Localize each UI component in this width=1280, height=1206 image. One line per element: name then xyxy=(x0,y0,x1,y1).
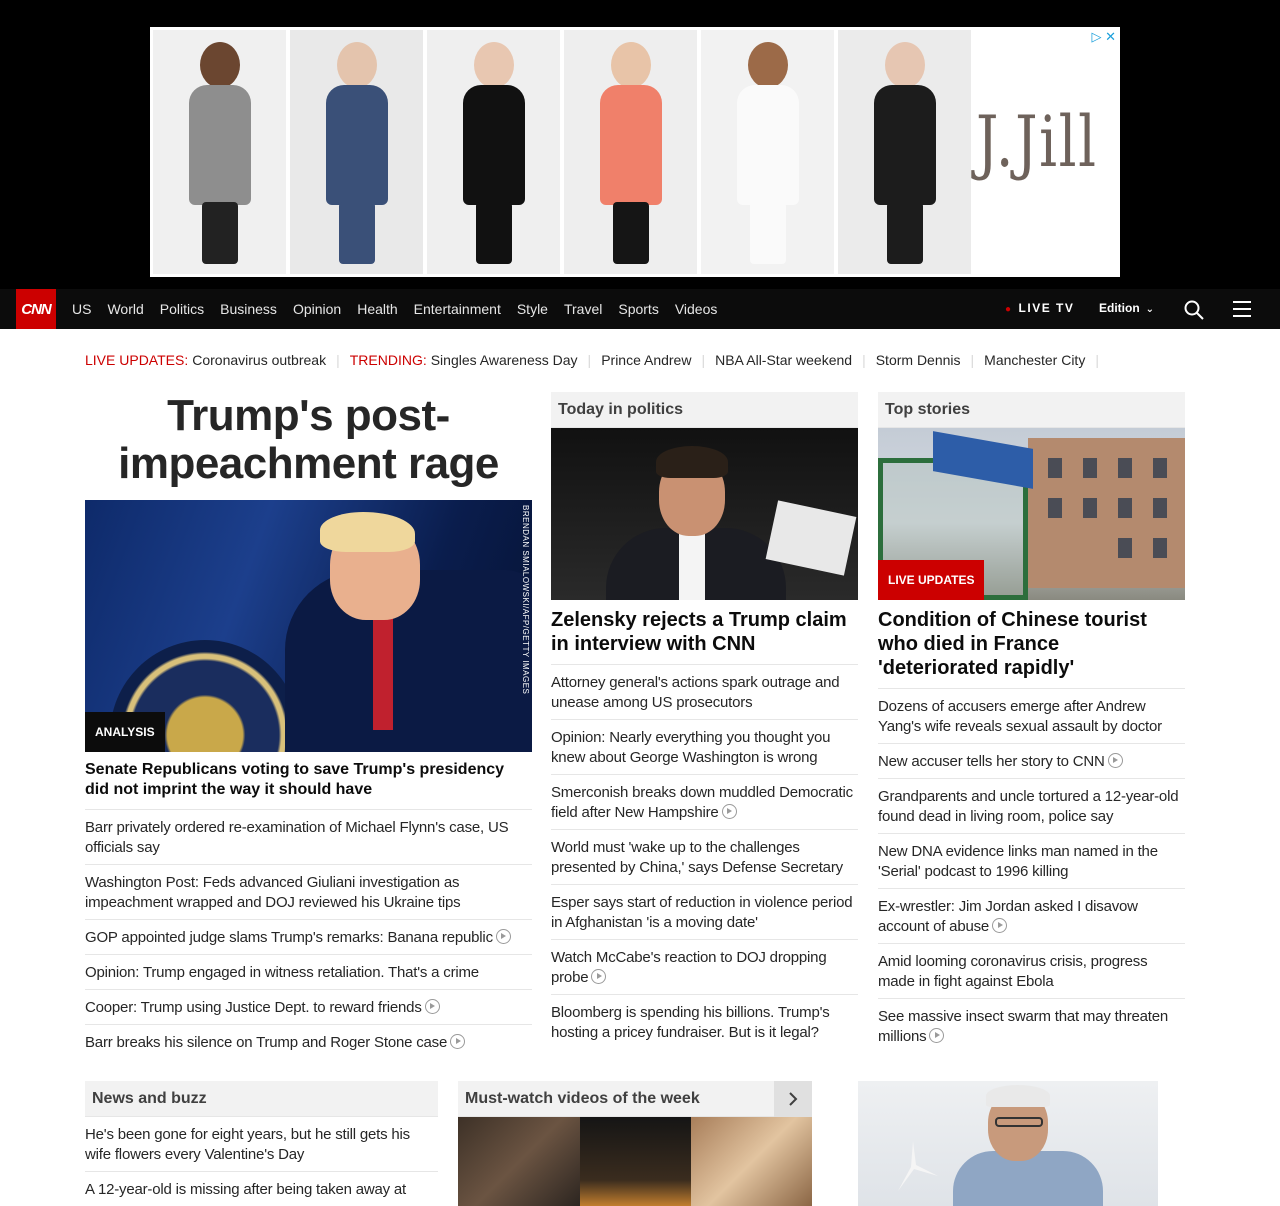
live-dot-icon: ● xyxy=(1005,304,1013,315)
ad-product-photo[interactable] xyxy=(153,30,286,274)
section-header-top-stories[interactable]: Top stories xyxy=(878,392,1185,428)
story-text: Cooper: Trump using Justice Dept. to reward friends xyxy=(85,999,422,1016)
separator: | xyxy=(1095,352,1099,368)
story-link[interactable] xyxy=(85,920,532,955)
story-list xyxy=(85,810,532,1059)
trending-link[interactable]: Singles Awareness Day xyxy=(430,352,578,368)
story-link[interactable] xyxy=(551,885,858,940)
ad-product-photo[interactable] xyxy=(838,30,971,274)
section-header-must-watch[interactable] xyxy=(458,1081,812,1117)
story-link[interactable] xyxy=(551,720,858,775)
photo-figure-shirt xyxy=(679,528,705,600)
model-legs xyxy=(339,202,375,264)
separator: | xyxy=(970,352,975,368)
story-text: Barr breaks his silence on Trump and Roger Stone case xyxy=(85,1034,448,1051)
lead-story-link[interactable]: Senate Republicans voting to save Trump's presidency did not imprint the way it should have xyxy=(85,752,532,810)
model-top xyxy=(874,85,936,205)
adchoices-icon[interactable]: ▷ ✕ xyxy=(1091,29,1116,44)
story-text: Ex-wrestler: Jim Jordan asked I disavow account of abuse xyxy=(878,898,1138,935)
story-text: New DNA evidence links man named in the 'Serial' podcast to 1996 killing xyxy=(878,843,1158,880)
section-header-politics[interactable]: Today in politics xyxy=(551,392,858,428)
model-head xyxy=(611,42,651,88)
model-top xyxy=(189,85,251,205)
live-updates-badge: LIVE UPDATES xyxy=(878,560,984,600)
story-text: Amid looming coronavirus crisis, progress made in fight against Ebola xyxy=(878,953,1148,990)
story-link[interactable] xyxy=(551,830,858,885)
play-video-icon xyxy=(591,969,606,984)
live-updates-label: LIVE UPDATES: xyxy=(85,352,189,368)
must-watch-section xyxy=(458,1081,812,1206)
search-icon[interactable] xyxy=(1184,300,1204,320)
play-video-icon xyxy=(496,929,511,944)
photo-figure-hair xyxy=(656,446,728,478)
model-top xyxy=(737,85,799,205)
politics-image[interactable] xyxy=(551,428,858,600)
edition-label: Edition xyxy=(1099,301,1140,315)
wind-turbine-model xyxy=(888,1141,938,1191)
story-text: Washington Post: Feds advanced Giuliani investigation as impeachment wrapped and DOJ reviewed his Ukraine tips xyxy=(85,874,461,911)
model-top xyxy=(463,85,525,205)
separator: | xyxy=(862,352,866,368)
story-link[interactable] xyxy=(85,810,532,865)
nav-item-politics[interactable]: Politics xyxy=(159,301,205,317)
story-link[interactable] xyxy=(878,834,1185,889)
separator: | xyxy=(336,352,340,368)
story-text: GOP appointed judge slams Trump's remarks: Banana republic xyxy=(85,929,493,946)
story-link[interactable] xyxy=(85,865,532,920)
main-headline[interactable]: Trump's post-impeachment rage xyxy=(118,391,499,488)
ad-brand-logo[interactable]: J.Jill xyxy=(976,101,1098,183)
nav-item-opinion[interactable]: Opinion xyxy=(292,301,342,317)
nav-item-world[interactable]: World xyxy=(107,301,144,317)
glasses xyxy=(995,1117,1043,1127)
model-top xyxy=(326,85,388,205)
story-link[interactable] xyxy=(878,944,1185,999)
model-legs xyxy=(476,202,512,264)
analysis-badge: ANALYSIS xyxy=(85,712,165,752)
story-text: See massive insect swarm that may threaten millions xyxy=(878,1008,1169,1045)
section-header-news-buzz[interactable]: News and buzz xyxy=(85,1081,438,1117)
trending-link[interactable]: Manchester City xyxy=(984,352,1086,368)
story-link[interactable] xyxy=(85,955,532,990)
play-video-icon xyxy=(450,1034,465,1049)
story-link[interactable] xyxy=(878,889,1185,944)
ad-banner-area xyxy=(0,0,1280,289)
politics-headline[interactable]: Zelensky rejects a Trump claim in interview with CNN xyxy=(551,600,858,665)
story-link[interactable] xyxy=(85,1025,532,1059)
story-text: Opinion: Nearly everything you thought you knew about George Washington is wrong xyxy=(551,729,831,766)
ad-product-photo[interactable] xyxy=(290,30,423,274)
play-video-icon xyxy=(1108,753,1123,768)
story-text: Bloomberg is spending his billions. Trump's hosting a pricey fundraiser. But is it legal? xyxy=(551,1004,830,1041)
hero-image[interactable] xyxy=(85,500,532,752)
nav-menu xyxy=(72,289,733,329)
story-link[interactable] xyxy=(878,999,1185,1053)
lead-column xyxy=(85,392,532,1059)
trending-link[interactable]: NBA All-Star weekend xyxy=(715,352,853,368)
story-text: Attorney general's actions spark outrage and unease among US prosecutors xyxy=(551,674,840,711)
ad-product-photo[interactable] xyxy=(427,30,560,274)
trending-links xyxy=(431,352,1109,368)
separator: | xyxy=(587,352,592,368)
play-video-icon xyxy=(722,804,737,819)
nav-item-sports[interactable]: Sports xyxy=(618,301,659,317)
story-text: Dozens of accusers emerge after Andrew Yang's wife reveals sexual assault by doctor xyxy=(878,698,1162,735)
story-text: World must 'wake up to the challenges presented by China,' says Defense Secretary xyxy=(551,839,843,876)
story-link[interactable] xyxy=(878,744,1185,779)
play-video-icon xyxy=(425,999,440,1014)
trending-link[interactable]: Storm Dennis xyxy=(875,352,961,368)
model-head xyxy=(337,42,377,88)
separator: | xyxy=(701,352,706,368)
story-list xyxy=(85,1117,438,1206)
ad-product-photo[interactable] xyxy=(701,30,834,274)
nav-item-health[interactable]: Health xyxy=(357,301,398,317)
model-legs xyxy=(887,202,923,264)
live-tv-label: LIVE TV xyxy=(1018,301,1075,315)
video-carousel[interactable] xyxy=(458,1117,812,1206)
story-link[interactable] xyxy=(551,995,858,1049)
trending-label: TRENDING: xyxy=(349,352,427,368)
story-text: Esper says start of reduction in violence period in Afghanistan 'is a moving date' xyxy=(551,894,853,931)
advertisement[interactable] xyxy=(150,27,1120,277)
play-video-icon xyxy=(929,1028,944,1043)
hamburger-menu-icon[interactable] xyxy=(1233,301,1251,317)
politics-column xyxy=(551,392,858,1049)
video-thumbnail[interactable] xyxy=(458,1117,580,1206)
model-legs xyxy=(613,202,649,264)
hero-figure-hair xyxy=(320,512,415,552)
must-watch-title: Must-watch videos of the week xyxy=(465,1090,700,1107)
image-credit: BRENDAN SMIALOWSKI/AFP/GETTY IMAGES xyxy=(521,505,530,695)
trending-bar xyxy=(85,350,1109,370)
nav-item-entertainment[interactable]: Entertainment xyxy=(413,301,501,317)
top-stories-headline[interactable]: Condition of Chinese tourist who died in France 'deteriorated rapidly' xyxy=(878,600,1185,689)
model-top xyxy=(600,85,662,205)
model-head xyxy=(474,42,514,88)
model-head xyxy=(748,42,788,88)
video-thumbnail[interactable] xyxy=(580,1117,691,1206)
chevron-down-icon: ⌄ xyxy=(1145,304,1155,315)
hero-figure-tie xyxy=(373,610,393,730)
nav-item-business[interactable]: Business xyxy=(220,301,277,317)
promo-figure-hair xyxy=(986,1085,1050,1107)
story-text: Watch McCabe's reaction to DOJ dropping probe xyxy=(551,949,827,986)
story-list xyxy=(551,665,858,1049)
story-list xyxy=(878,689,1185,1053)
story-text: Opinion: Trump engaged in witness retaliation. That's a crime xyxy=(85,964,479,981)
story-link[interactable] xyxy=(85,990,532,1025)
story-link[interactable] xyxy=(85,1117,438,1172)
story-link[interactable] xyxy=(878,779,1185,834)
nav-item-travel[interactable]: Travel xyxy=(563,301,603,317)
story-text: Barr privately ordered re-examination of Michael Flynn's case, US officials say xyxy=(85,819,509,856)
story-link[interactable] xyxy=(551,665,858,720)
story-text: Grandparents and uncle tortured a 12-year-old found dead in living room, police say xyxy=(878,788,1179,825)
chevron-right-icon[interactable] xyxy=(774,1081,812,1117)
trending-link[interactable]: Prince Andrew xyxy=(601,352,692,368)
top-nav-bar xyxy=(0,289,1280,329)
photo-building xyxy=(1028,438,1185,588)
cnn-logo[interactable]: CNN xyxy=(16,289,56,329)
play-video-icon xyxy=(992,918,1007,933)
model-head xyxy=(885,42,925,88)
nav-item-style[interactable]: Style xyxy=(516,301,548,317)
live-updates-link[interactable]: Coronavirus outbreak xyxy=(192,352,327,368)
story-link[interactable] xyxy=(878,689,1185,744)
nav-item-us[interactable]: US xyxy=(72,301,92,317)
story-link[interactable] xyxy=(551,940,858,995)
story-link[interactable] xyxy=(85,1172,438,1206)
live-tv-button[interactable] xyxy=(1005,301,1074,315)
story-text: New accuser tells her story to CNN xyxy=(878,753,1105,770)
edition-dropdown[interactable] xyxy=(1099,301,1154,315)
story-text: Smerconish breaks down muddled Democratic field after New Hampshire xyxy=(551,784,853,821)
top-stories-column xyxy=(878,392,1185,1053)
video-thumbnail[interactable] xyxy=(691,1117,812,1206)
story-text: He's been gone for eight years, but he still gets his wife flowers every Valentine's Day xyxy=(85,1126,410,1163)
story-text: A 12-year-old is missing after being taken away at xyxy=(85,1181,407,1198)
story-link[interactable] xyxy=(551,775,858,830)
news-and-buzz-section xyxy=(85,1081,438,1206)
top-stories-image[interactable] xyxy=(878,428,1185,600)
model-legs xyxy=(202,202,238,264)
ad-product-photo[interactable] xyxy=(564,30,697,274)
model-legs xyxy=(750,202,786,264)
nav-item-videos[interactable]: Videos xyxy=(674,301,718,317)
model-head xyxy=(200,42,240,88)
promo-image[interactable] xyxy=(858,1081,1158,1206)
